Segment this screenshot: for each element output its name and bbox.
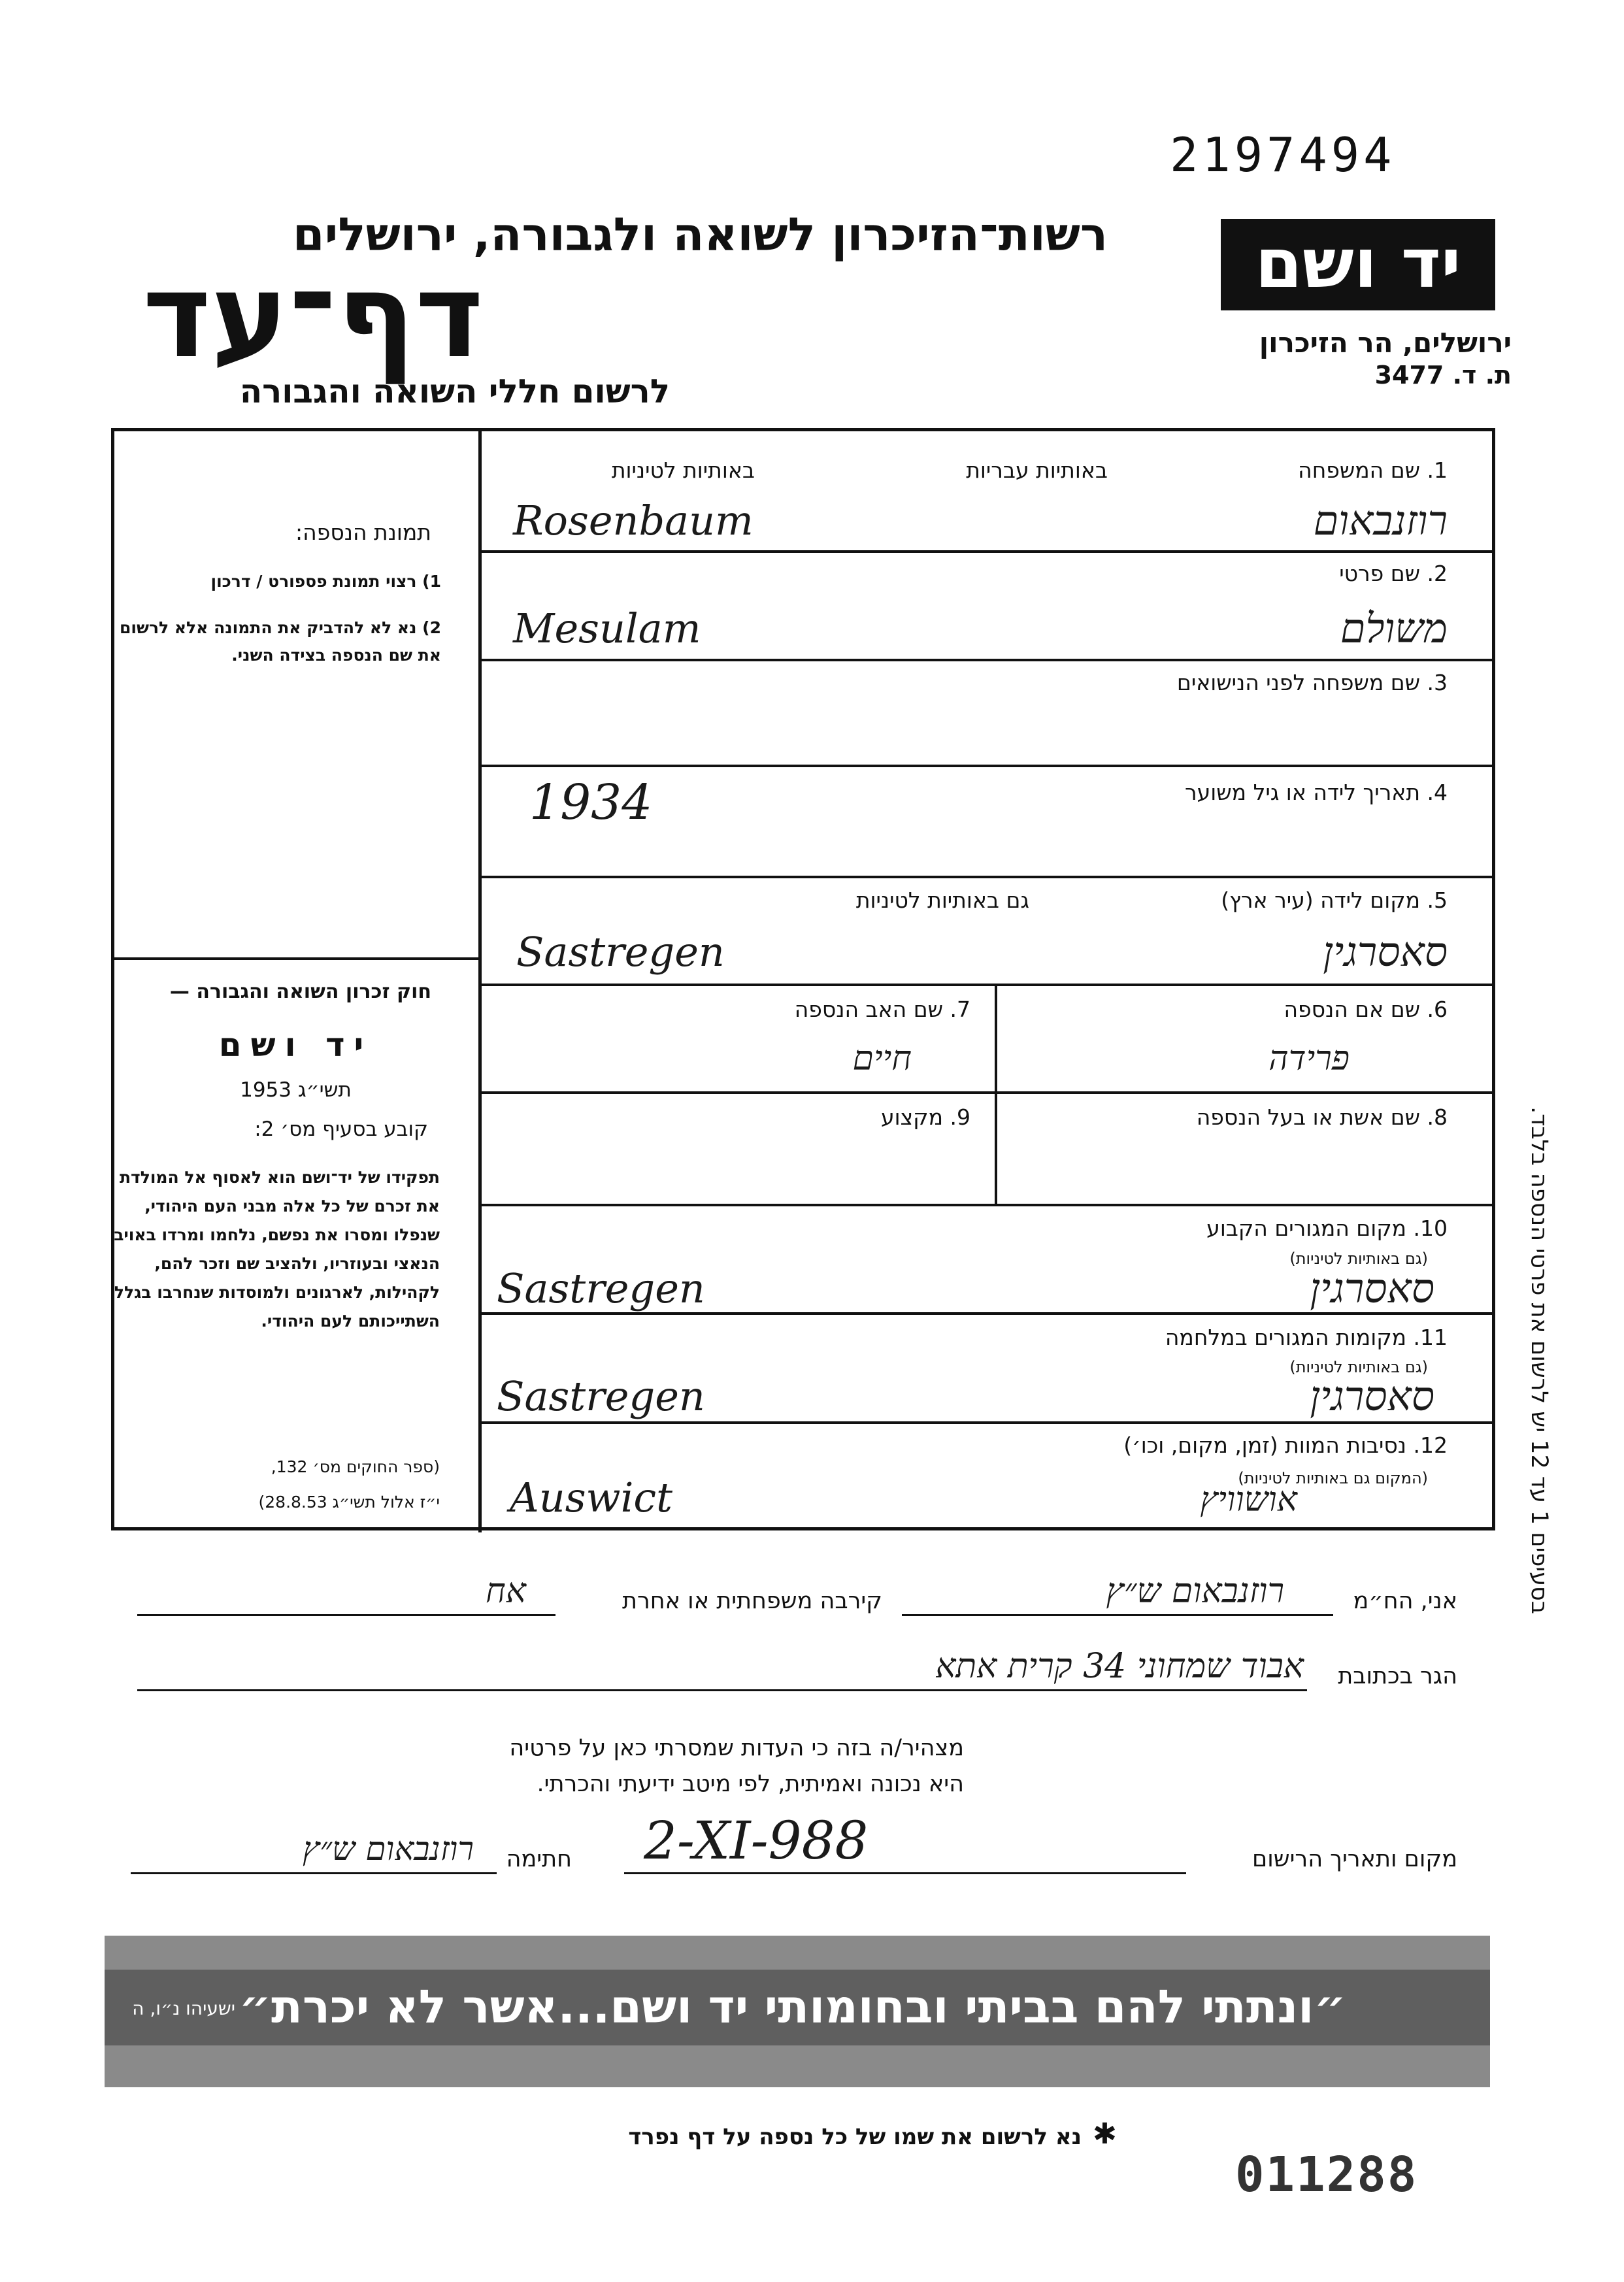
field-12-value-hebrew: אושוויץ [1200, 1480, 1297, 1519]
declarant-i-line [902, 1614, 1333, 1616]
relation-label: קירבה משפחתית או אחרת [622, 1588, 882, 1614]
panel-divider [478, 428, 482, 1532]
signature-label: חתימה [506, 1846, 572, 1872]
field-5-label: 5. מקום לידה (עיר ארץ) [1221, 887, 1448, 913]
row-divider [480, 550, 1495, 553]
logo-text: יד ושם [1255, 223, 1461, 303]
field-9-label: 9. מקצוע [880, 1104, 970, 1130]
field-10-sub: (גם באותיות לטיניות) [1289, 1249, 1428, 1268]
place-date-value: 2-XI-988 [644, 1810, 869, 1871]
photo-note-2: 2) נא לא להדביק את התמונה אלא לרשום את שם הנספה בצידה השני. [120, 618, 441, 665]
law-section: קובע בסעיף מס׳ 2: [254, 1117, 428, 1141]
side-note: בסעיפים 1 עד 12 יש לרשום את פרטי הנספה בלבד. [1526, 1106, 1552, 1614]
yad-vashem-logo [1221, 219, 1495, 310]
law-org-name: יד ושם [218, 1026, 373, 1064]
authority-title: רשות־הזיכרון לשואה ולגבורה, ירושלים [292, 208, 1108, 261]
column-divider [995, 1093, 997, 1204]
field-7-label: 7. שם האב הנספה [794, 997, 970, 1022]
quote-banner [105, 1936, 1490, 2087]
field-5-value-hebrew: סאסרגין [1323, 928, 1448, 976]
row-divider [480, 1091, 1495, 1094]
field-2-label: 2. שם פרטי [1339, 561, 1448, 586]
signature-value: רוזנבאום ש״ץ [303, 1830, 474, 1868]
form-subtitle: לרשום חללי השואה והגבורה [239, 372, 670, 410]
photo-title: תמונת הנספה: [295, 520, 431, 545]
field-2-value-latin: Mesulam [513, 604, 701, 652]
field-1-value-hebrew: רוזנבאום [1313, 497, 1448, 544]
row-divider [480, 984, 1495, 986]
place-date-label: מקום ותאריך הרישום [1252, 1846, 1457, 1872]
row-divider [480, 765, 1495, 767]
field-1-value-latin: Rosenbaum [513, 497, 754, 544]
po-box: ת. ד. 3477 [1374, 361, 1512, 389]
relation-value: אח [486, 1572, 526, 1611]
banner-quote: ״ונתתי להם בביתי ובחומותי יד ושם...אשר לא יכרת״ [239, 1980, 1346, 2034]
field-10-value-hebrew: סאסרגין [1310, 1265, 1434, 1312]
column-divider [995, 985, 997, 1093]
address-line-rule [137, 1689, 1307, 1691]
form-title: דף־עד [142, 248, 484, 384]
field-5-value-latin: Sastregen [516, 928, 725, 976]
footer-stamp: 011288 [1235, 2147, 1418, 2203]
field-7-value: חיים [852, 1039, 912, 1078]
declaration-line-1: מצהיר/ה בזה כי העדות שמסרתי כאן על פרטיה [509, 1735, 964, 1761]
field-1-label: 1. שם המשפחה [1298, 457, 1448, 483]
field-11-label: 11. מקומות המגורים במלחמה [1165, 1325, 1448, 1350]
declaration-line-2: היא נכונה ואמיתית, לפי מיטב ידיעתי והכרתי. [537, 1771, 964, 1797]
field-12-sub: (המקום גם באותיות לטיניות) [1238, 1469, 1428, 1487]
address-label: הגר בכתובת [1338, 1663, 1457, 1689]
field-6-value: פרידה [1268, 1039, 1350, 1078]
field-10-value-latin: Sastregen [497, 1265, 705, 1312]
field-4-label: 4. תאריך לידה או גיל משוער [1185, 780, 1448, 805]
law-name: חוק זכרון השואה והגבורה — [169, 980, 431, 1003]
address-value: אבוד שמחוני 34 קרית אתא [935, 1647, 1304, 1686]
document-number: 2197494 [1170, 127, 1396, 182]
signature-line [131, 1872, 497, 1874]
declarant-i-value: רוזנבאום ש״ץ [1106, 1572, 1284, 1611]
field-8-label: 8. שם אשת או בעל הנספה [1196, 1104, 1448, 1130]
field-11-value-latin: Sastregen [497, 1372, 705, 1420]
field-12-value-latin: Auswict [510, 1474, 673, 1521]
field-11-sub: (גם באותיות לטיניות) [1289, 1358, 1428, 1376]
field-4-value: 1934 [529, 774, 653, 831]
field-6-label: 6. שם אם הנספה [1284, 997, 1448, 1022]
law-source-1: (ספר החוקים מס׳ 132, [271, 1457, 440, 1476]
photo-panel-bottom [111, 957, 480, 960]
row-divider [480, 1421, 1495, 1424]
field-1-latin-header: באותיות לטיניות [611, 457, 755, 483]
field-12-label: 12. נסיבות המוות (זמן, מקום, וכו׳) [1123, 1432, 1448, 1458]
form-frame [111, 428, 1495, 1530]
asterisk-icon: ✱ [1093, 2117, 1117, 2151]
field-10-label: 10. מקום המגורים הקבוע [1206, 1215, 1448, 1241]
banner-source: ישעיהו נ״ו, ה [132, 1998, 235, 2019]
law-source-2: י״ז אלול תשי״ג 28.8.53) [258, 1493, 440, 1512]
address-line: ירושלים, הר הזיכרון [1259, 327, 1512, 359]
footer-note: נא לרשום את שמו של כל נספה על דף נפרד [628, 2124, 1082, 2150]
photo-note-1: 1) רצוי תמונת פספורט / דרכון [210, 572, 441, 591]
field-3-label: 3. שם משפחה לפני הנישואים [1176, 670, 1448, 695]
field-2-value-hebrew: משולם [1340, 604, 1448, 652]
declarant-i-label: אני, הח״מ [1353, 1588, 1457, 1614]
relation-line [137, 1614, 555, 1616]
row-divider [480, 876, 1495, 878]
row-divider [480, 1204, 1495, 1206]
field-1-hebrew-header: באותיות עבריות [966, 457, 1108, 483]
field-5-latin-header: גם באותיות לטיניות [855, 887, 1029, 913]
row-divider [480, 659, 1495, 661]
place-date-line [624, 1872, 1186, 1874]
field-11-value-hebrew: סאסרגין [1310, 1372, 1434, 1420]
law-body: תפקידו של יד־ושם הוא לאסוף אל המולדת את זכרם של כל אלה מבני העם היהודי, שנפלו ומסרו את נפשם, נלחמו ומרדו באויב הנאצי ובעוזריו, ולהציב שם וזכר להם, לקהילות, לארגונים ולמוסדות שנחרבו בגלל השתייכותם לעם היהודי. [114, 1168, 440, 1331]
law-year: תשי״ג 1953 [240, 1078, 352, 1102]
